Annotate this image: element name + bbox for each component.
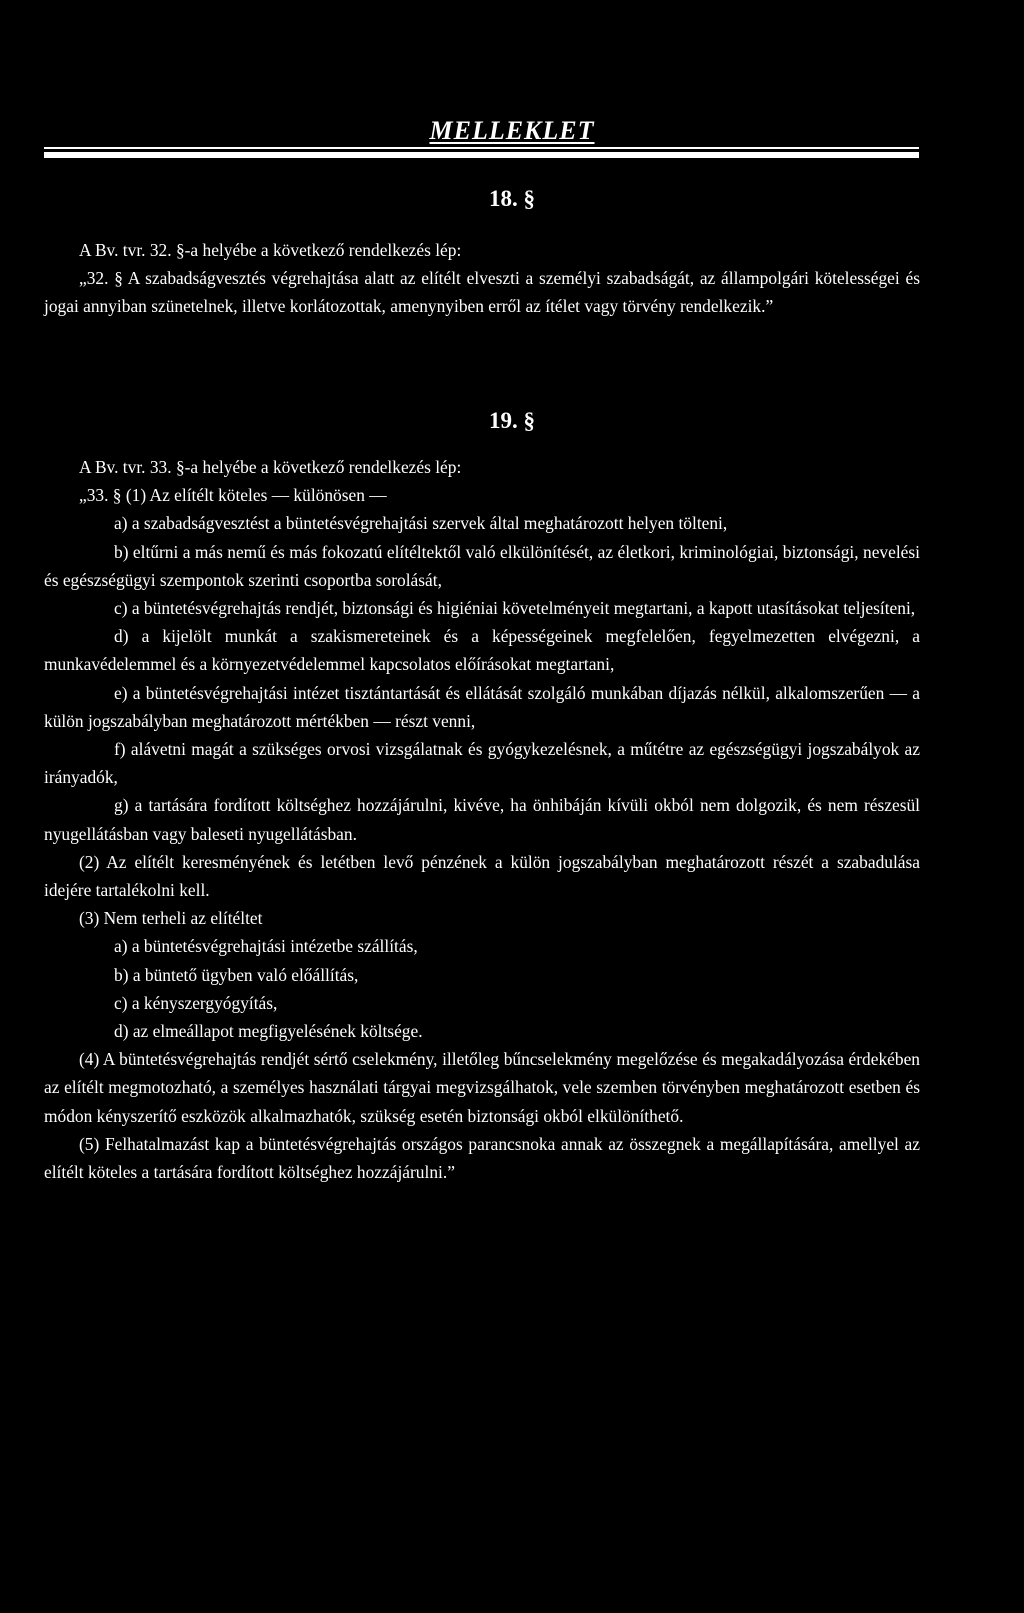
- section-19-item-e: e) a büntetésvégrehajtási intézet tisztántartását és ellátását szolgáló munkában díjazás nélkül, alkalomszerűen — a külön jogszabályban meghatározott mértékben — részt venni,: [44, 682, 920, 731]
- section-19-lead: „33. § (1) Az elítélt köteles — különösen —: [79, 485, 387, 506]
- section-19-para-2: (2) Az elítélt keresményének és letétben levő pénzének a külön jogszabályban meghatározott részét a szabadulása idejére tartalékolni kell.: [44, 851, 920, 901]
- section-19-para-3-item-a: a) a büntetésvégrehajtási intézetbe szállítás,: [114, 936, 418, 957]
- section-19-para-3-item-b: b) a büntető ügyben való előállítás,: [114, 964, 359, 985]
- section-18-body: „32. § A szabadságvesztés végrehajtása alatt az elítélt elveszti a személyi szabadságát, az állampolgári kötelességei és jogai annyiban szünetelnek, illetve korlátozottak, amenynyiben erről az ítélet vagy törvény rendelkezik.”: [44, 268, 920, 317]
- section-18-intro: A Bv. tvr. 32. §-a helyébe a következő rendelkezés lép:: [79, 240, 462, 260]
- section-19-item-a: a) a szabadságvesztést a büntetésvégrehajtási szervek által meghatározott helyen tölteni,: [114, 513, 728, 534]
- section-19-item-g: g) a tartására fordított költséghez hozzájárulni, kivéve, ha önhibáján kívüli okból nem dolgozik, és nem részesül nyugellátásban vagy baleseti nyugellátásban.: [44, 795, 920, 844]
- section-19-para-5: (5) Felhatalmazást kap a büntetésvégrehajtás országos parancsnoka annak az összegnek a megállapítására, amellyel az elítélt köteles a tartására fordított költséghez hozzájárulni.”: [44, 1133, 920, 1183]
- section-19-item-b: b) eltűrni a más nemű és más fokozatú elítéltektől való elkülönítését, az életkori, kriminológiai, biztonsági, nevelési és egészségügyi szempontok szerinti csoportba sorolását,: [44, 541, 920, 590]
- section-19-para-3-lead: (3) Nem terheli az elítéltet: [79, 908, 263, 929]
- section-19-para-3-item-d: d) az elmeállapot megfigyelésének költsége.: [114, 1021, 423, 1042]
- section-18-heading: 18. §: [489, 186, 535, 211]
- section-19-intro: A Bv. tvr. 33. §-a helyébe a következő rendelkezés lép:: [79, 457, 462, 477]
- section-19-text: [44, 453, 920, 1186]
- section-19-heading: 19. §: [489, 408, 535, 433]
- section-19-para-3-item-c: c) a kényszergyógyítás,: [114, 992, 278, 1013]
- page-title: MELLEKLET: [429, 116, 595, 145]
- section-19-item-c: c) a büntetésvégrehajtás rendjét, biztonsági és higiéniai követelményeit megtartani, a kapott utasításokat teljesíteni,: [114, 598, 916, 619]
- header-rule-thick: [44, 152, 919, 158]
- section-19-item-d: d) a kijelölt munkát a szakismereteinek és a képességeinek megfelelően, fegyelmezetten elvégezni, a munkavédelemmel és a környezetvédelemmel kapcsolatos előírásokat megtartani,: [44, 626, 920, 675]
- section-19-item-f: f) alávetni magát a szükséges orvosi vizsgálatnak és gyógykezelésnek, a műtétre az egészségügyi jogszabályok az irányadók,: [44, 739, 920, 788]
- section-18-text: [44, 236, 920, 321]
- header-rule-thin: [44, 147, 919, 149]
- section-19-para-4: (4) A büntetésvégrehajtás rendjét sértő cselekmény, illetőleg bűncselekmény megelőzése és megakadályozása érdekében az elítélt megmotozható, a személyes használati tárgyai megvizsgálhatok, vele szemben törvényben meghatározott esetben és módon kényszerítő eszközök alkalmazhatók, szükség esetén biztonsági okból elkülöníthető.: [44, 1049, 920, 1126]
